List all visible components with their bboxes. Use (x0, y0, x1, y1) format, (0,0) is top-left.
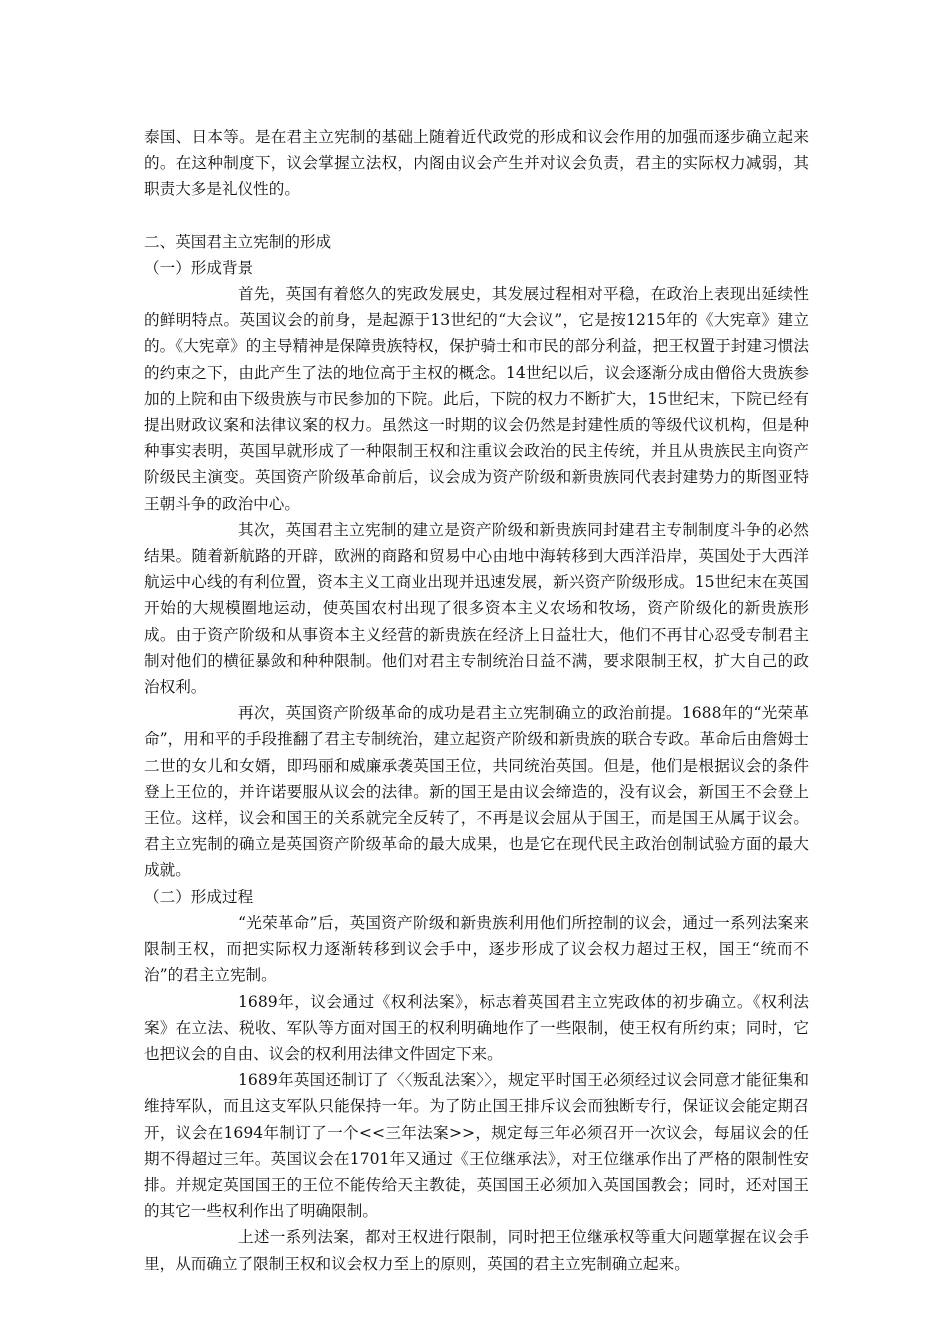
process-paragraph-2: 1689年，议会通过《权利法案》，标志着英国君主立宪政体的初步确立。《权利法案》在立法、税收、军队等方面对国王的权利明确地作了一些限制，使王权有所约束；同时，它也把议会的自由、议会的权利用法律文件固定下来。 (144, 992, 809, 1063)
process-paragraph-4: 上述一系列法案，都对王权进行限制，同时把王位继承权等重大问题掌握在议会手里，从而确立了限制王权和议会权力至上的原则，英国的君主立宪制确立起来。 (144, 1228, 809, 1273)
background-paragraph-2: 其次，英国君主立宪制的建立是资产阶级和新贵族同封建君主专制制度斗争的必然结果。随着新航路的开辟，欧洲的商路和贸易中心由地中海转移到大西洋沿岸，英国处于大西洋航运中心线的有利位置，资本主义工商业出现并迅速发展，新兴资产阶级形成。15世纪末在英国开始的大规模圈地运动，使英国农村出现了很多资本主义农场和牧场，资产阶级化的新贵族形成。由于资产阶级和从事资本主义经营的新贵族在经济上日益壮大，他们不再甘心忍受专制君主制对他们的横征暴敛和种种限制。他们对君主专制统治日益不满，要求限制王权，扩大自己的政治权利。 (144, 520, 809, 697)
intro-paragraph: 泰国、日本等。是在君主立宪制的基础上随着近代政党的形成和议会作用的加强而逐步确立起来的。在这种制度下，议会掌握立法权，内阁由议会产生并对议会负责，君主的实际权力减弱，其职责大多是礼仪性的。 (144, 128, 809, 199)
subsection-heading-background: （一）形成背景 (144, 258, 254, 277)
document-body (144, 124, 809, 1277)
paragraph-gap (144, 203, 809, 229)
process-paragraph-1: “光荣革命”后，英国资产阶级和新贵族利用他们所控制的议会，通过一系列法案来限制王权，而把实际权力逐渐转移到议会手中，逐步形成了议会权力超过王权，国王“统而不治”的君主立宪制。 (144, 913, 809, 985)
background-paragraph-1: 首先，英国有着悠久的宪政发展史，其发展过程相对平稳，在政治上表现出延续性的鲜明特点。英国议会的前身，是起源于13世纪的“大会议”，它是按1215年的《大宪章》建立的。《大宪章》的主导精神是保障贵族特权，保护骑士和市民的部分利益，把王权置于封建习惯法的约束之下，由此产生了法的地位高于主权的概念。14世纪以后，议会逐渐分成由僧俗大贵族参加的上院和由下级贵族与市民参加的下院。此后，下院的权力不断扩大，15世纪末，下院已经有提出财政议案和法律议案的权力。虽然这一时期的议会仍然是封建性质的等级代议机构，但是种种事实表明，英国早就形成了一种限制王权和注重议会政治的民主传统，并且从贵族民主向资产阶级民主演变。英国资产阶级革命前后，议会成为资产阶级和新贵族同代表封建势力的斯图亚特王朝斗争的政治中心。 (144, 285, 809, 513)
process-paragraph-3: 1689年英国还制订了〈〈叛乱法案〉〉，规定平时国王必须经过议会同意才能征集和维持军队，而且这支军队只能保持一年。为了防止国王排斥议会而独断专行，保证议会能定期召开，议会在1694年制订了一个<<三年法案>>，规定每三年必须召开一次议会，每届议会的任期不得超过三年。英国议会在1701年又通过《王位继承法》，对王位继承作出了严格的限制性安排。并规定英国国王的王位不能传给天主教徒，英国国王必须加入英国国教会；同时，还对国王的其它一些权利作出了明确限制。 (144, 1071, 809, 1221)
background-paragraph-3: 再次，英国资产阶级革命的成功是君主立宪制确立的政治前提。1688年的“光荣革命”，用和平的手段推翻了君主专制统治，建立起资产阶级和新贵族的联合专政。革命后由詹姆士二世的女儿和女婿，即玛丽和威廉承袭英国王位，共同统治英国。但是，他们是根据议会的条件登上王位的，并许诺要服从议会的法律。新的国王是由议会缔造的，没有议会，新国王不会登上王位。这样，议会和国王的关系就完全反转了，不再是议会屈从于国王，而是国王从属于议会。君主立宪制的确立是英国资产阶级革命的最大成果，也是它在现代民主政治创制试验方面的最大成就。 (144, 704, 809, 880)
subsection-heading-process: （二）形成过程 (144, 887, 254, 906)
section-heading: 二、英国君主立宪制的形成 (144, 232, 332, 251)
